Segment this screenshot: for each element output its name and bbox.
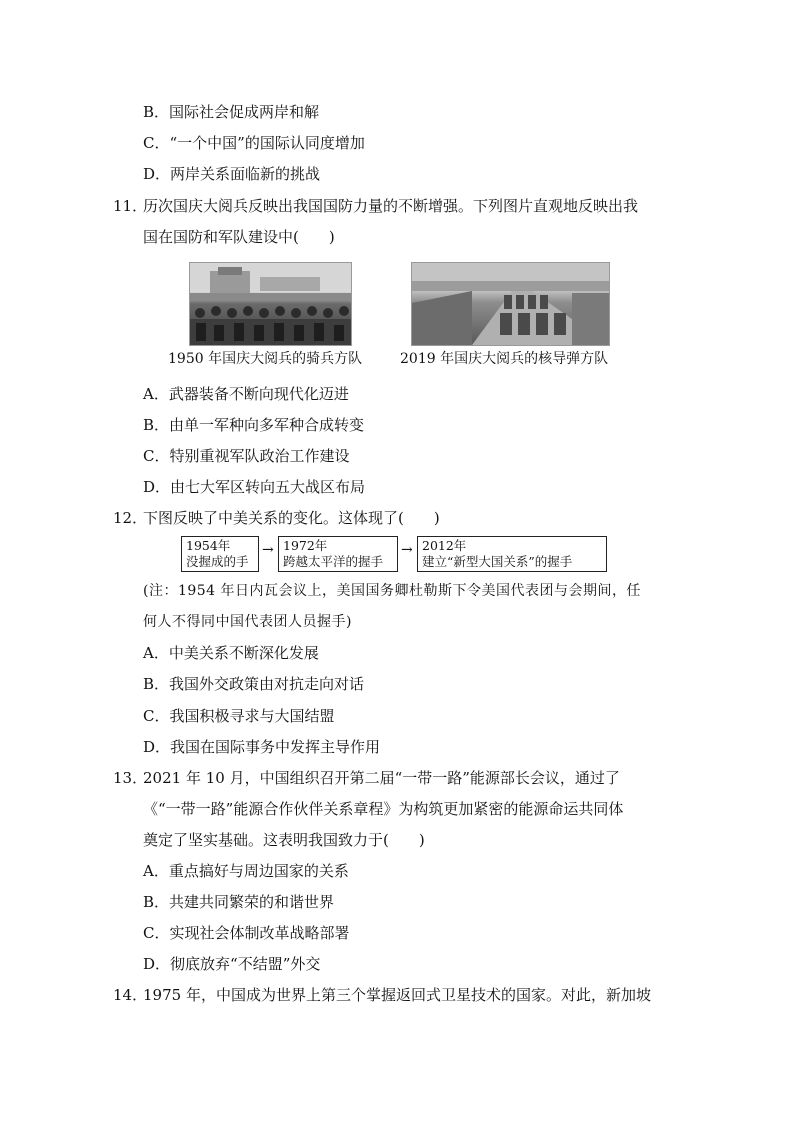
q14-stem-line1: 1975 年，中国成为世界上第三个掌握返回式卫星技术的国家。对此，新加坡 <box>143 986 651 1004</box>
flow-box-1972-text: 跨越太平洋的握手 <box>283 554 384 569</box>
q12-option-d: D．我国在国际事务中发挥主导作用 <box>143 738 381 756</box>
photo2-caption: 2019 年国庆大阅兵的核导弹方队 <box>400 351 609 367</box>
photo1-caption: 1950 年国庆大阅兵的骑兵方队 <box>168 351 363 367</box>
q12-number: 12． <box>113 509 148 527</box>
q13-stem-line3: 奠定了坚实基础。这表明我国致力于( ) <box>143 831 425 849</box>
q13-stem-line1: 2021 年 10 月，中国组织召开第二届“一带一路”能源部长会议，通过了 <box>143 769 620 787</box>
q13-number: 13． <box>113 769 148 787</box>
q13-option-c: C．实现社会体制改革战略部署 <box>143 924 350 942</box>
missile-parade-illustration <box>412 263 609 345</box>
q13-stem-line2: 《“一带一路”能源合作伙伴关系章程》为构筑更加紧密的能源命运共同体 <box>143 800 624 818</box>
q13-option-b: B．共建共同繁荣的和谐世界 <box>143 893 335 911</box>
missile-parade-photo <box>411 262 610 346</box>
q11-option-c: C．特别重视军队政治工作建设 <box>143 447 350 465</box>
q11-stem-line2: 国在国防和军队建设中( ) <box>143 228 335 246</box>
q11-option-b: B．由单一军种向多军种合成转变 <box>143 416 365 434</box>
q11-stem-line1: 历次国庆大阅兵反映出我国国防力量的不断增强。下列图片直观地反映出我 <box>143 197 639 215</box>
cavalry-parade-photo <box>189 262 352 346</box>
flow-box-1972 <box>278 536 398 572</box>
q11-number: 11． <box>113 197 148 215</box>
q12-stem: 下图反映了中美关系的变化。这体现了( ) <box>143 509 440 527</box>
flow-box-2012 <box>417 536 607 572</box>
q12-option-a: A．中美关系不断深化发展 <box>143 644 319 662</box>
q14-number: 14． <box>113 986 148 1004</box>
flow-box-2012-text: 建立“新型大国关系”的握手 <box>422 554 573 569</box>
q12-option-b: B．我国外交政策由对抗走向对话 <box>143 675 365 693</box>
q13-option-a: A．重点搞好与周边国家的关系 <box>143 862 349 880</box>
q12-note-line1: (注：1954 年日内瓦会议上，美国国务卿杜勒斯下令美国代表团与会期间，任 <box>143 583 642 599</box>
q12-note-line2: 何人不得同中国代表团人员握手) <box>143 614 352 630</box>
q10-option-d: D．两岸关系面临新的挑战 <box>143 165 321 183</box>
flow-box-1954-text: 没握成的手 <box>186 554 249 569</box>
flow-box-1972-year: 1972年 <box>283 538 328 553</box>
flow-box-1954-year: 1954年 <box>186 538 231 553</box>
q13-option-d: D．彻底放弃“不结盟”外交 <box>143 955 321 973</box>
flow-arrow-2: → <box>401 542 413 558</box>
flow-box-1954 <box>181 536 259 572</box>
q12-option-c: C．我国积极寻求与大国结盟 <box>143 707 335 725</box>
q10-option-b: B．国际社会促成两岸和解 <box>143 103 320 121</box>
flow-arrow-1: → <box>262 542 274 558</box>
q10-option-c: C．“一个中国”的国际认同度增加 <box>143 134 365 152</box>
flow-box-2012-year: 2012年 <box>422 538 467 553</box>
cavalry-parade-illustration <box>190 263 351 345</box>
q11-option-a: A．武器装备不断向现代化迈进 <box>143 385 349 403</box>
q11-option-d: D．由七大军区转向五大战区布局 <box>143 478 366 496</box>
